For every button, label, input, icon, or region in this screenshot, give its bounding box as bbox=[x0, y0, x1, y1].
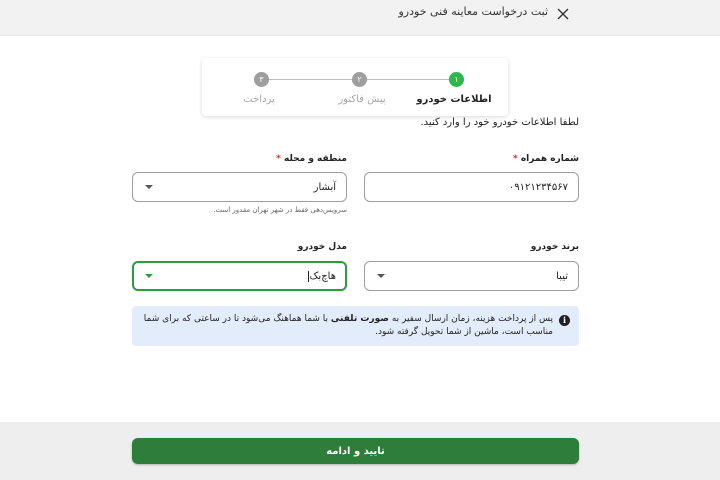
step-3-label: پرداخت bbox=[243, 94, 275, 105]
region-helper-text: سرویس‌دهی فقط در شهر تهران مقدور است. bbox=[213, 206, 347, 214]
brand-value: تیبا bbox=[556, 270, 568, 282]
required-mark: * bbox=[512, 154, 518, 164]
model-label: مدل خودرو bbox=[297, 242, 347, 252]
text-cursor bbox=[308, 271, 309, 282]
progress-stepper bbox=[202, 58, 508, 116]
phone-value: ۰۹۱۲۱۲۳۴۵۶۷ bbox=[508, 181, 568, 193]
info-notice bbox=[132, 306, 579, 346]
region-label bbox=[276, 154, 347, 164]
step-3-number: ۳ bbox=[254, 72, 269, 87]
step-1-number: ۱ bbox=[449, 72, 464, 87]
chevron-down-icon bbox=[145, 274, 153, 278]
step-2-label: پیش فاکتور bbox=[338, 94, 386, 105]
info-text-before: پس از پرداخت هزینه، زمان ارسال سفیر به bbox=[391, 314, 553, 324]
model-value: هاچ‌بک bbox=[309, 270, 336, 282]
form-instruction: لطفا اطلاعات خودرو خود را وارد کنید. bbox=[420, 117, 579, 128]
info-text-after: با شما هماهنگ می‌شود تا در ساعتی که برای شما مناسب است، ماشین از شما تحویل گرفته شود. bbox=[143, 314, 553, 337]
close-icon bbox=[555, 6, 571, 22]
header-bar bbox=[0, 0, 720, 36]
step-connector bbox=[268, 79, 353, 80]
region-label-text: منطقه و محله bbox=[284, 154, 347, 164]
brand-select[interactable] bbox=[364, 261, 579, 291]
model-select[interactable] bbox=[132, 261, 347, 291]
region-select[interactable] bbox=[132, 172, 347, 202]
brand-label: برند خودرو bbox=[530, 242, 579, 252]
chevron-down-icon bbox=[377, 274, 385, 278]
info-icon: i bbox=[559, 315, 570, 326]
phone-input[interactable] bbox=[364, 172, 579, 202]
phone-label bbox=[513, 154, 579, 164]
chevron-down-icon bbox=[145, 185, 153, 189]
confirm-continue-button[interactable]: تایید و ادامه bbox=[132, 438, 579, 464]
page-title: ثبت درخواست معاینه فنی خودرو bbox=[398, 5, 548, 18]
step-2-number: ۲ bbox=[352, 72, 367, 87]
step-connector bbox=[366, 79, 450, 80]
phone-label-text: شماره همراه bbox=[520, 154, 579, 164]
model-value-wrap bbox=[307, 263, 336, 289]
region-value: آبشار bbox=[313, 181, 336, 193]
step-1-label: اطلاعات خودرو bbox=[416, 94, 492, 105]
required-mark: * bbox=[276, 154, 281, 164]
info-text-bold: صورت تلفنی bbox=[330, 314, 389, 324]
info-text bbox=[143, 313, 553, 339]
close-button[interactable] bbox=[555, 6, 571, 22]
